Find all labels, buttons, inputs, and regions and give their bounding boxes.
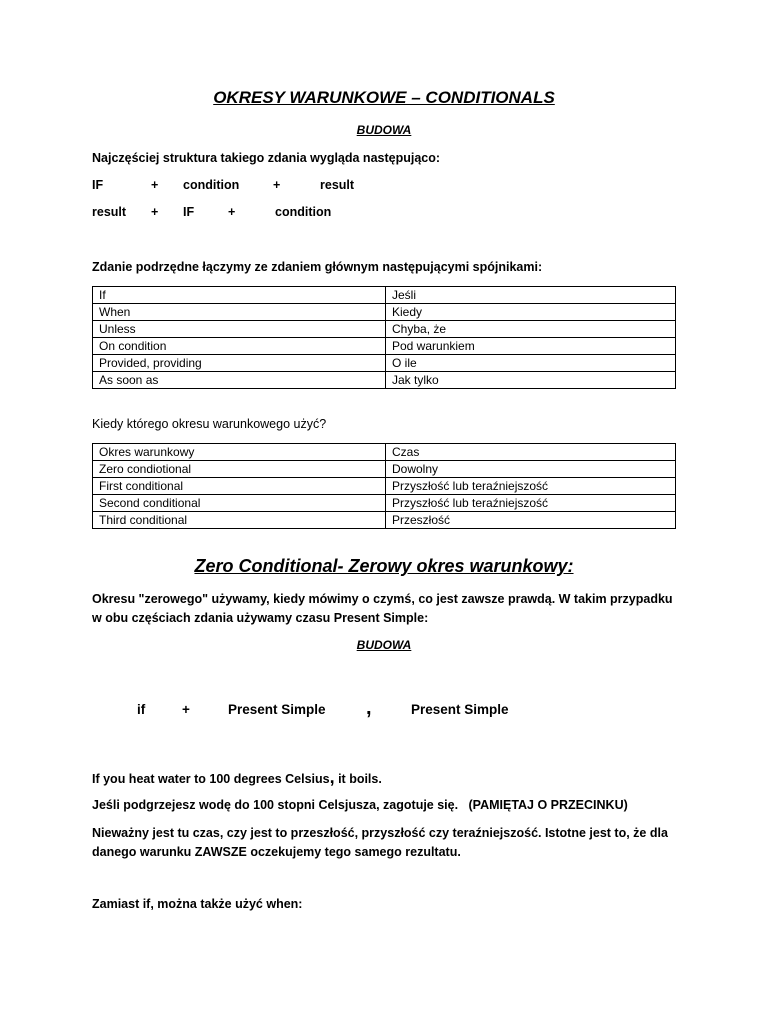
structure-token: result bbox=[92, 205, 127, 219]
structure-token: condition bbox=[183, 178, 240, 192]
structure-token: + bbox=[151, 205, 159, 219]
table-cell: Third conditional bbox=[93, 512, 386, 529]
structure-token: IF bbox=[92, 178, 104, 192]
structure-token: + bbox=[273, 178, 281, 192]
example-english-comma: , bbox=[329, 767, 335, 787]
which-table bbox=[92, 443, 676, 529]
table-row bbox=[93, 355, 676, 372]
document-title: OKRESY WARUNKOWE – CONDITIONALS bbox=[213, 88, 555, 107]
structure-token: result bbox=[320, 178, 355, 192]
structure-token: IF bbox=[183, 205, 195, 219]
budowa-label: BUDOWA bbox=[356, 123, 412, 137]
table-row bbox=[93, 287, 676, 304]
table-cell: As soon as bbox=[93, 372, 386, 389]
conjunctions-table bbox=[92, 286, 676, 389]
table-row bbox=[93, 304, 676, 321]
table-cell: Przyszłość lub teraźniejszość bbox=[386, 495, 676, 512]
table-cell: Przyszłość lub teraźniejszość bbox=[386, 478, 676, 495]
formula-part1: Present Simple bbox=[228, 702, 326, 717]
budowa-label: BUDOWA bbox=[356, 638, 412, 652]
table-cell: Czas bbox=[386, 444, 676, 461]
table-cell: Przeszłość bbox=[386, 512, 676, 529]
instead-if-text: Zamiast if, można także użyć when: bbox=[92, 897, 303, 911]
intro-text: Najczęściej struktura takiego zdania wygląda następująco: bbox=[92, 151, 441, 165]
structure-token: + bbox=[151, 178, 159, 192]
table-cell: O ile bbox=[386, 355, 676, 372]
table-cell: Dowolny bbox=[386, 461, 676, 478]
example-english-part-a: If you heat water to 100 degrees Celsius bbox=[92, 772, 330, 786]
table-cell: Okres warunkowy bbox=[93, 444, 386, 461]
formula-if: if bbox=[137, 702, 146, 717]
table-cell: Second conditional bbox=[93, 495, 386, 512]
table-cell: If bbox=[93, 287, 386, 304]
table-cell: Zero condiotional bbox=[93, 461, 386, 478]
zero-conditional-heading: Zero Conditional- Zerowy okres warunkowy: bbox=[194, 556, 574, 576]
example-english-part-b: it boils. bbox=[334, 772, 382, 786]
which-intro: Kiedy którego okresu warunkowego użyć? bbox=[92, 417, 327, 431]
conjunctions-intro: Zdanie podrzędne łączymy ze zdaniem głównym następującymi spójnikami: bbox=[92, 260, 543, 274]
table-row bbox=[93, 461, 676, 478]
example-english bbox=[92, 767, 382, 788]
table-cell: Provided, providing bbox=[93, 355, 386, 372]
table-row bbox=[93, 478, 676, 495]
explanation-paragraph: Nieważny jest tu czas, czy jest to przeszłość, przyszłość czy teraźniejszość. Istotne jest to, że dla danego warunku ZAWSZE oczekujemy tego samego rezultatu. bbox=[92, 826, 668, 859]
structure-token: condition bbox=[275, 205, 332, 219]
table-row bbox=[93, 372, 676, 389]
table-row bbox=[93, 338, 676, 355]
table-cell: Chyba, że bbox=[386, 321, 676, 338]
table-row bbox=[93, 321, 676, 338]
table-cell: Kiedy bbox=[386, 304, 676, 321]
table-row bbox=[93, 495, 676, 512]
table-cell: When bbox=[93, 304, 386, 321]
formula-part2: Present Simple bbox=[411, 702, 509, 717]
example-note: (PAMIĘTAJ O PRZECINKU) bbox=[468, 798, 628, 812]
table-cell: Unless bbox=[93, 321, 386, 338]
example-polish-sentence: Jeśli podgrzejesz wodę do 100 stopni Celsjusza, zagotuje się. bbox=[92, 798, 459, 812]
zero-conditional-paragraph: Okresu "zerowego" używamy, kiedy mówimy o czymś, co jest zawsze prawdą. W takim przypadku w obu częściach zdania używamy czasu Present Simple: bbox=[92, 592, 673, 625]
table-row bbox=[93, 512, 676, 529]
table-cell: On condition bbox=[93, 338, 386, 355]
table-cell: Jeśli bbox=[386, 287, 676, 304]
formula-comma: , bbox=[366, 697, 372, 719]
example-polish bbox=[92, 798, 628, 812]
table-cell: Jak tylko bbox=[386, 372, 676, 389]
table-row bbox=[93, 444, 676, 461]
structure-token: + bbox=[228, 205, 236, 219]
table-cell: First conditional bbox=[93, 478, 386, 495]
table-cell: Pod warunkiem bbox=[386, 338, 676, 355]
formula-plus: + bbox=[182, 702, 190, 717]
